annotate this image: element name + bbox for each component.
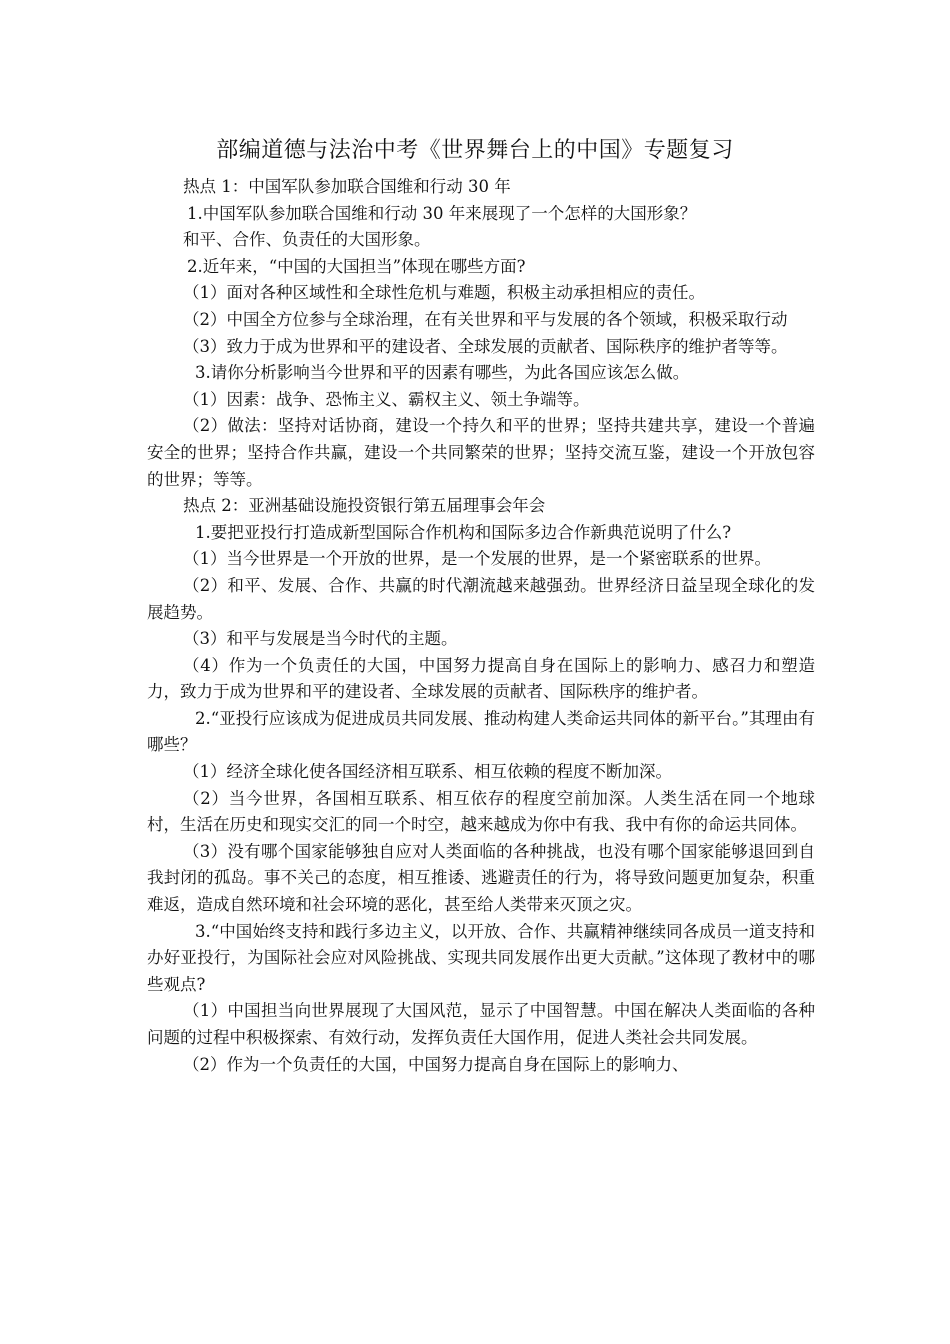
paragraph: （2）当今世界，各国相互联系、相互依存的程度空前加深。人类生活在同一个地球村，生活在历史和现实交汇的同一个时空，越来越成为你中有我、我中有你的命运共同体。 — [147, 788, 815, 835]
paragraph: （3）和平与发展是当今时代的主题。 — [183, 629, 458, 649]
paragraph: 1.中国军队参加联合国维和行动 30 年来展现了一个怎样的大国形象？ — [187, 203, 697, 223]
section-heading: 热点 2：亚洲基础设施投资银行第五届理事会年会 — [183, 496, 546, 516]
paragraph: （2）做法：坚持对话协商，建设一个持久和平的世界；坚持共建共享，建设一个普遍安全的世界；坚持合作共赢，建设一个共同繁荣的世界；坚持交流互鉴，建设一个开放包容的世界；等等。 — [147, 416, 815, 489]
paragraph: 和平、合作、负责任的大国形象。 — [183, 230, 431, 250]
paragraph: 2.“亚投行应该成为促进成员共同发展、推动构建人类命运共同体的新平台。”其理由有哪些？ — [147, 708, 815, 755]
paragraph: 3.“中国始终支持和践行多边主义，以开放、合作、共赢精神继续同各成员一道支持和办好亚投行，为国际社会应对风险挑战、实现共同发展作出更大贡献。”这体现了教材中的哪些观点? — [147, 921, 815, 994]
section-heading: 热点 1：中国军队参加联合国维和行动 30 年 — [183, 177, 511, 196]
paragraph: （3）致力于成为世界和平的建设者、全球发展的贡献者、国际秩序的维护者等等。 — [183, 336, 788, 356]
paragraph: （1）因素：战争、恐怖主义、霸权主义、领土争端等。 — [183, 389, 590, 409]
paragraph: 2.近年来，“中国的大国担当”体现在哪些方面? — [187, 256, 526, 276]
paragraph: （1）当今世界是一个开放的世界，是一个发展的世界，是一个紧密联系的世界。 — [183, 549, 771, 569]
paragraph: 3.请你分析影响当今世界和平的因素有哪些，为此各国应该怎么做。 — [195, 363, 690, 383]
paragraph: 1.要把亚投行打造成新型国际合作机构和国际多边合作新典范说明了什么? — [195, 522, 732, 542]
paragraph: （2）中国全方位参与全球治理，在有关世界和平与发展的各个领域，积极采取行动 — [183, 309, 788, 329]
paragraph: （2）作为一个负责任的大国，中国努力提高自身在国际上的影响力、 — [183, 1054, 689, 1074]
paragraph: （3）没有哪个国家能够独自应对人类面临的各种挑战，也没有哪个国家能够退回到自我封闭的孤岛。事不关己的态度，相互推诿、逃避责任的行为，将导致问题更加复杂，积重难返，造成自然环境和社会环境的恶化，甚至给人类带来灭顶之灾。 — [147, 841, 815, 915]
paragraph: （4）作为一个负责任的大国，中国努力提高自身在国际上的影响力、感召力和塑造力，致力于成为世界和平的建设者、全球发展的贡献者、国际秩序的维护者。 — [147, 655, 815, 702]
paragraph: （1）中国担当向世界展现了大国风范，显示了中国智慧。中国在解决人类面临的各种问题的过程中积极探索、有效行动，发挥负责任大国作用，促进人类社会共同发展。 — [147, 1001, 815, 1047]
paragraph: （1）经济全球化使各国经济相互联系、相互依赖的程度不断加深。 — [183, 762, 672, 782]
document-title: 部编道德与法治中考《世界舞台上的中国》专题复习 — [216, 138, 734, 163]
paragraph: （2）和平、发展、合作、共赢的时代潮流越来越强劲。世界经济日益呈现全球化的发展趋势。 — [147, 575, 815, 622]
document-body — [147, 174, 815, 1078]
paragraph: （1）面对各种区域性和全球性危机与难题，积极主动承担相应的责任。 — [183, 283, 705, 303]
